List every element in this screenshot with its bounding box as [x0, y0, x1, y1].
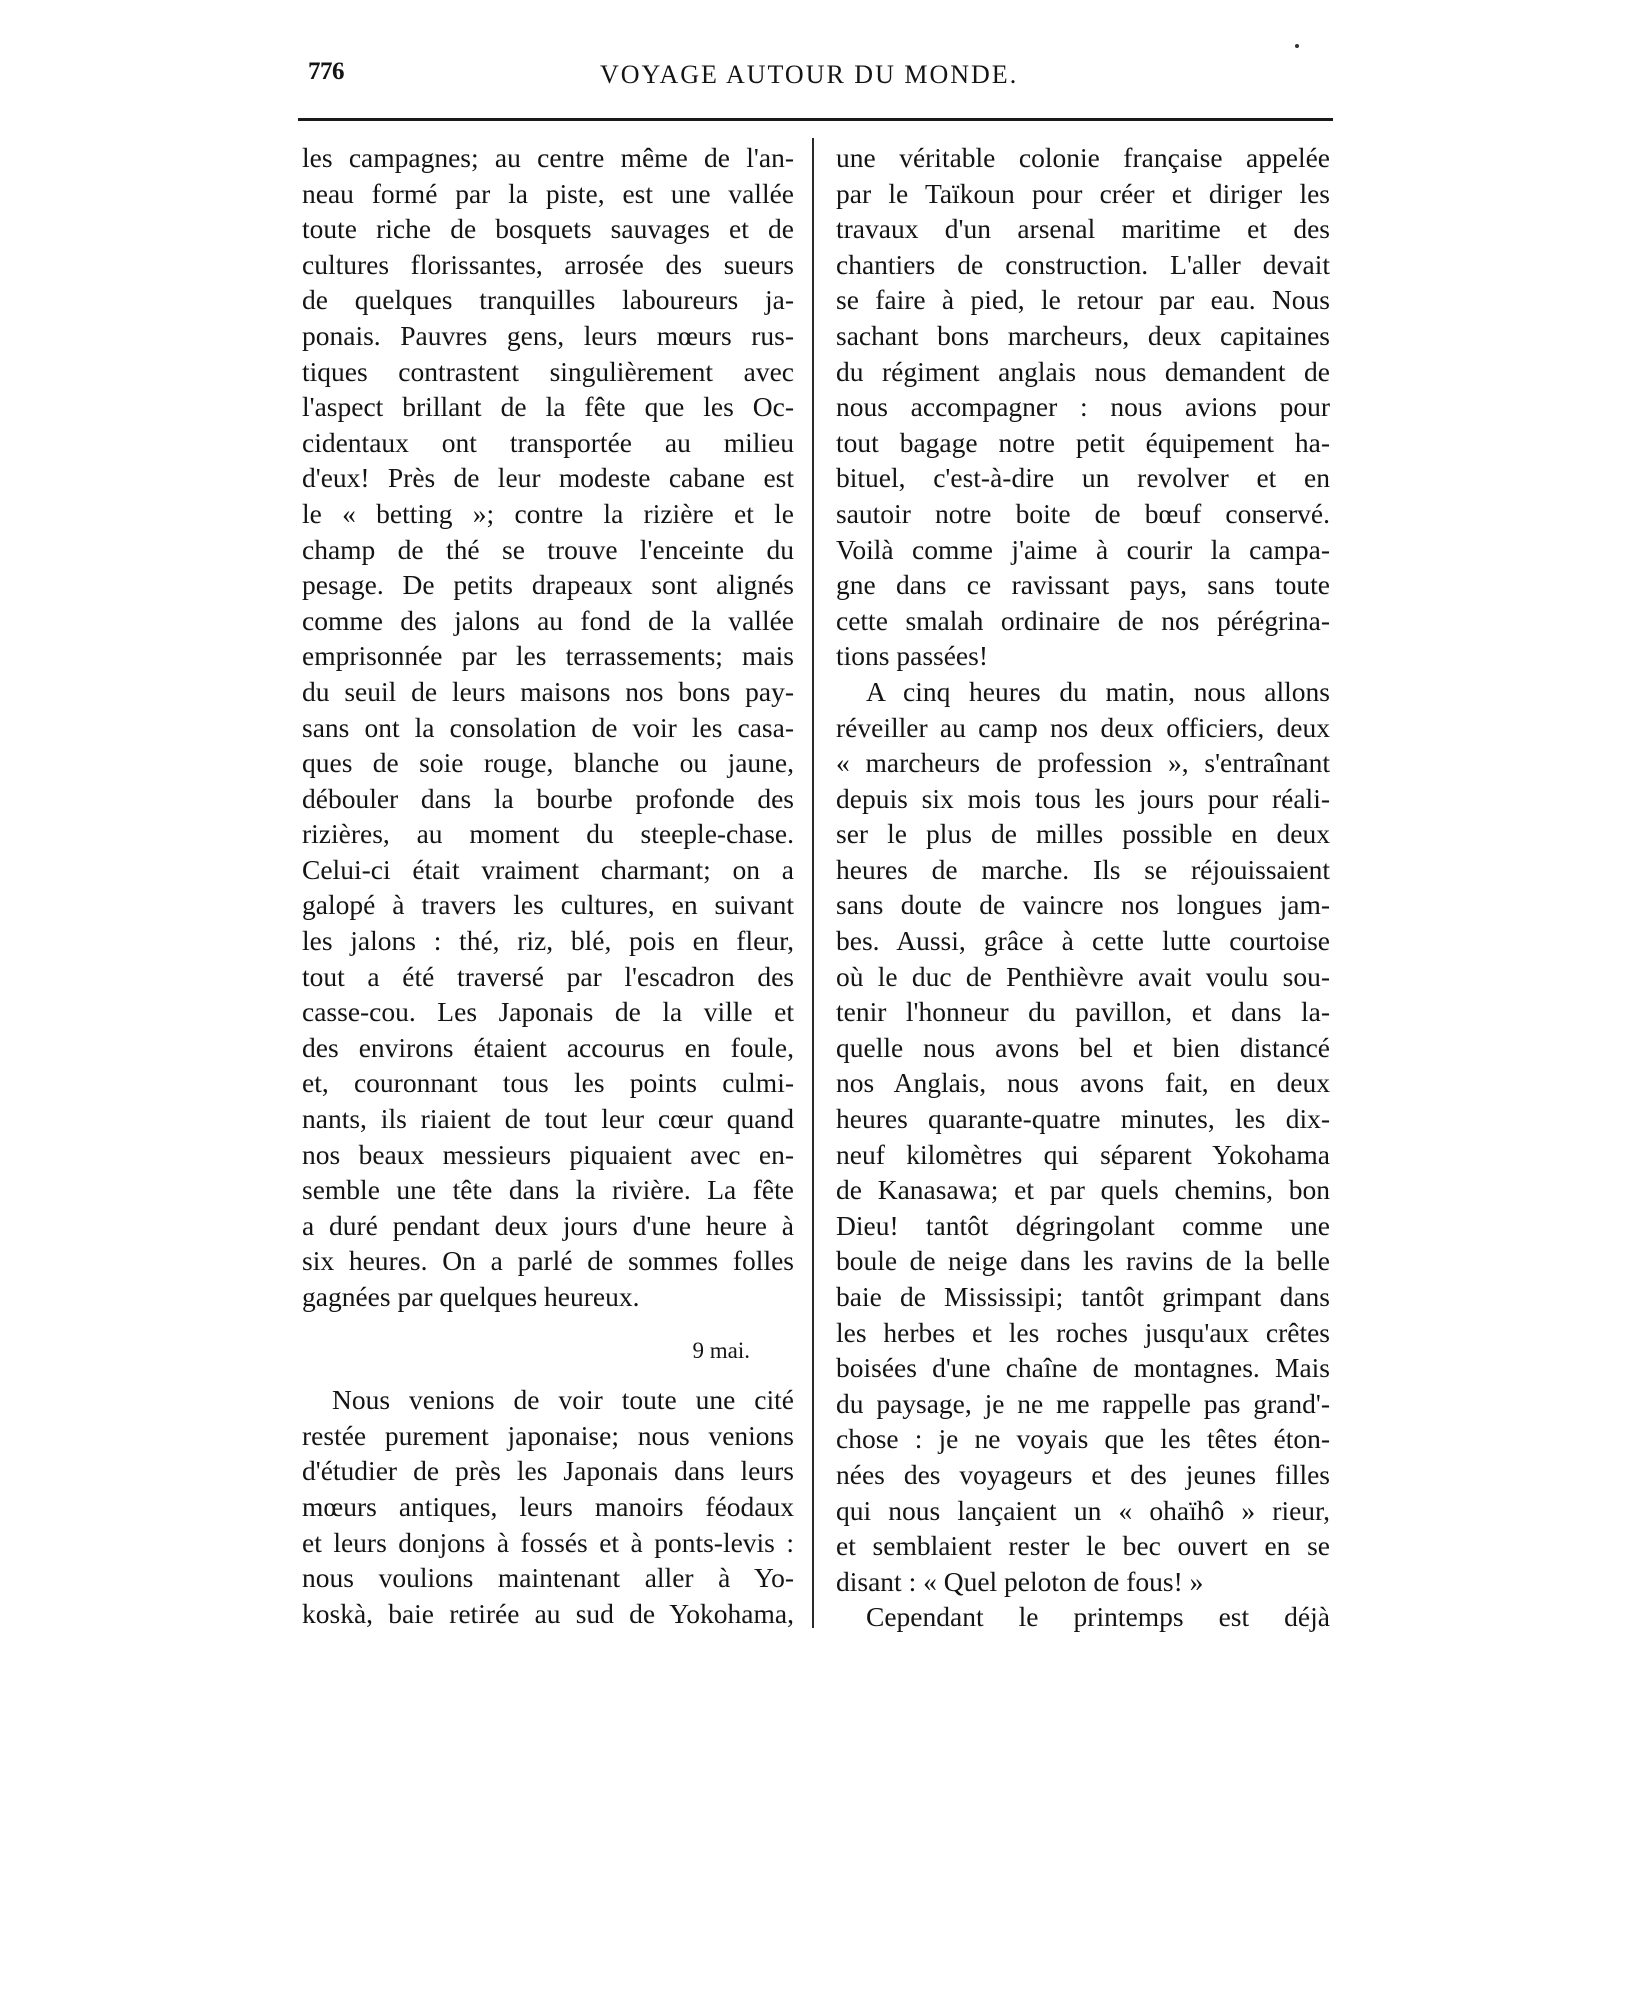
text-line: gne dans ce ravissant pays, sans toute	[836, 569, 1330, 601]
text-line: quelle nous avons bel et bien distancé	[836, 1031, 1330, 1063]
text-line: par le Taïkoun pour créer et diriger les	[836, 177, 1330, 209]
text-line: depuis six mois tous les jours pour réali-	[836, 782, 1330, 814]
text-line: nos beaux messieurs piquaient avec en-	[302, 1138, 794, 1170]
header-rule	[298, 118, 1333, 121]
text-line: tout a été traversé par l'escadron des	[302, 960, 794, 992]
text-line: ser le plus de milles possible en deux	[836, 818, 1330, 850]
text-line: nos Anglais, nous avons fait, en deux	[836, 1067, 1330, 1099]
text-line: neau formé par la piste, est une vallée	[302, 177, 794, 209]
text-line: qui nous lançaient un « ohaïhô » rieur,	[836, 1494, 1330, 1526]
right-paragraph-1	[836, 140, 1330, 674]
text-line: nants, ils riaient de tout leur cœur quand	[302, 1103, 794, 1135]
text-line: emprisonnée par les terrassements; mais	[302, 640, 794, 672]
text-line: chantiers de construction. L'aller devait	[836, 248, 1330, 280]
text-line: les campagnes; au centre même de l'an-	[302, 142, 794, 173]
text-line: tenir l'honneur du pavillon, et dans la-	[836, 996, 1330, 1028]
text-line: pesage. De petits drapeaux sont alignés	[302, 569, 794, 601]
text-line: réveiller au camp nos deux officiers, deux	[836, 711, 1330, 743]
text-line: mœurs antiques, leurs manoirs féodaux	[302, 1490, 794, 1522]
text-line: et leurs donjons à fossés et à ponts-levis :	[302, 1526, 794, 1558]
text-line: cidentaux ont transportée au milieu	[302, 426, 794, 458]
text-line: et, couronnant tous les points culmi-	[302, 1067, 794, 1099]
text-line: six heures. On a parlé de sommes folles	[302, 1245, 794, 1277]
text-line: où le duc de Penthièvre avait voulu sou-	[836, 960, 1330, 992]
text-line: Voilà comme j'aime à courir la campa-	[836, 533, 1330, 565]
left-paragraph-2	[302, 1382, 794, 1631]
text-line: comme des jalons au fond de la vallée	[302, 604, 794, 636]
date-heading: 9 mai.	[692, 1337, 750, 1363]
text-line: et semblaient rester le bec ouvert en se	[836, 1530, 1330, 1562]
text-line: toute riche de bosquets sauvages et de	[302, 213, 794, 245]
text-line: « marcheurs de profession », s'entraînant	[836, 747, 1330, 779]
text-line: du paysage, je ne me rappelle pas grand'-	[836, 1387, 1330, 1419]
text-line: Dieu! tantôt dégringolant comme une	[836, 1209, 1330, 1241]
text-line: se faire à pied, le retour par eau. Nous	[836, 284, 1330, 316]
text-line: cultures florissantes, arrosée des sueurs	[302, 248, 794, 280]
left-paragraph-1	[302, 140, 794, 1315]
text-line: boule de neige dans les ravins de la belle	[836, 1245, 1330, 1277]
text-line: travaux d'un arsenal maritime et des	[836, 213, 1330, 245]
left-column	[302, 140, 794, 1631]
text-line: heures de marche. Ils se réjouissaient	[836, 853, 1330, 885]
text-line: une véritable colonie française appelée	[836, 142, 1330, 173]
text-line: Cependant le printemps est déjà	[866, 1601, 1330, 1633]
text-line: tiques contrastent singulièrement avec	[302, 355, 794, 387]
text-line: a duré pendant deux jours d'une heure à	[302, 1209, 794, 1241]
text-line: l'aspect brillant de la fête que les Oc-	[302, 391, 794, 423]
text-line: nous voulions maintenant aller à Yo-	[302, 1562, 794, 1594]
text-line: les jalons : thé, riz, blé, pois en fleur,	[302, 925, 794, 957]
text-line: A cinq heures du matin, nous allons	[866, 675, 1330, 707]
text-line: nous accompagner : nous avions pour	[836, 391, 1330, 423]
text-line: boisées d'une chaîne de montagnes. Mais	[836, 1352, 1330, 1384]
text-line: tout bagage notre petit équipement ha-	[836, 426, 1330, 458]
text-line: ponais. Pauvres gens, leurs mœurs rus-	[302, 319, 794, 351]
text-line: champ de thé se trouve l'enceinte du	[302, 533, 794, 565]
text-line: bes. Aussi, grâce à cette lutte courtoise	[836, 925, 1330, 957]
text-line: disant : « Quel peloton de fous! »	[836, 1565, 1204, 1597]
right-paragraph-3	[836, 1599, 1330, 1635]
text-line: rizières, au moment du steeple-chase.	[302, 818, 794, 850]
text-line: tions passées!	[836, 640, 988, 672]
text-line: le « betting »; contre la rizière et le	[302, 497, 794, 529]
text-line: restée purement japonaise; nous venions	[302, 1419, 794, 1451]
text-line: du régiment anglais nous demandent de	[836, 355, 1330, 387]
text-line: des environs étaient accourus en foule,	[302, 1031, 794, 1063]
text-line: de Kanasawa; et par quels chemins, bon	[836, 1174, 1330, 1206]
text-line: heures quarante-quatre minutes, les dix-	[836, 1103, 1330, 1135]
text-line: koskà, baie retirée au sud de Yokohama,	[302, 1597, 794, 1629]
text-line: casse-cou. Les Japonais de la ville et	[302, 996, 794, 1028]
text-line: bituel, c'est-à-dire un revolver et en	[836, 462, 1330, 494]
running-head-title: VOYAGE AUTOUR DU MONDE.	[600, 60, 1019, 89]
text-line: sans doute de vaincre nos longues jam-	[836, 889, 1330, 921]
text-line: sans ont la consolation de voir les casa-	[302, 711, 794, 743]
text-line: baie de Mississipi; tantôt grimpant dans	[836, 1281, 1330, 1312]
text-line: Nous venions de voir toute une cité	[332, 1384, 794, 1416]
text-line: semble une tête dans la rivière. La fête	[302, 1174, 794, 1206]
text-line: Celui-ci était vraiment charmant; on a	[302, 853, 794, 885]
text-line: sautoir notre boite de bœuf conservé.	[836, 497, 1330, 529]
column-divider	[812, 138, 814, 1628]
text-line: galopé à travers les cultures, en suivant	[302, 889, 794, 921]
text-line: nées des voyageurs et des jeunes filles	[836, 1458, 1330, 1490]
right-column	[836, 140, 1330, 1635]
text-line: ques de soie rouge, blanche ou jaune,	[302, 747, 794, 779]
right-paragraph-2	[836, 674, 1330, 1599]
text-line: sachant bons marcheurs, deux capitaines	[836, 319, 1330, 351]
ink-speck	[1295, 44, 1299, 48]
text-line: débouler dans la bourbe profonde des	[302, 782, 794, 814]
text-line: les herbes et les roches jusqu'aux crêtes	[836, 1316, 1330, 1348]
text-line: de quelques tranquilles laboureurs ja-	[302, 284, 794, 316]
text-line: d'eux! Près de leur modeste cabane est	[302, 462, 794, 494]
text-line: gagnées par quelques heureux.	[302, 1281, 640, 1312]
text-line: chose : je ne voyais que les têtes éton-	[836, 1423, 1330, 1455]
text-line: neuf kilomètres qui séparent Yokohama	[836, 1138, 1330, 1170]
page-number: 776	[308, 58, 344, 85]
text-line: d'étudier de près les Japonais dans leurs	[302, 1455, 794, 1487]
text-line: du seuil de leurs maisons nos bons pay-	[302, 675, 794, 707]
text-line: cette smalah ordinaire de nos pérégrina-	[836, 604, 1330, 636]
